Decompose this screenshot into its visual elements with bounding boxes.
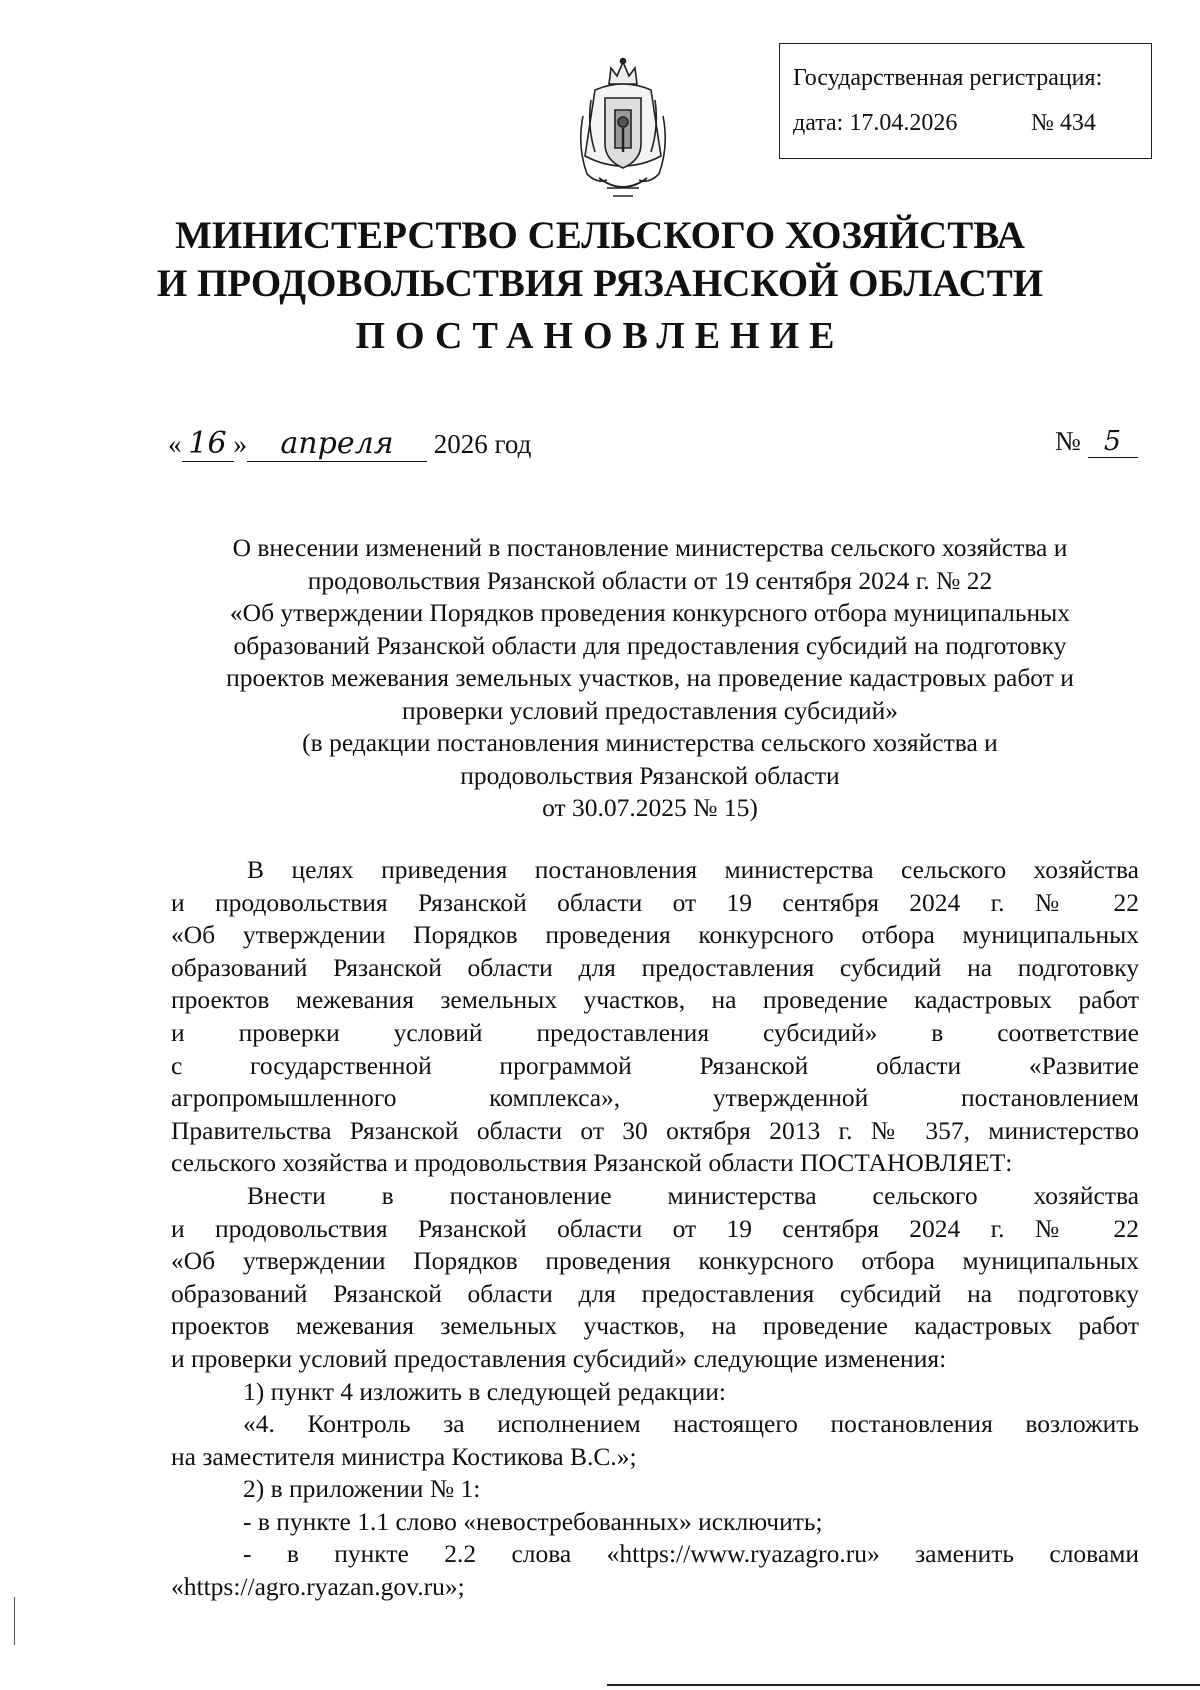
document-number [1055,426,1138,458]
title-line: продовольствия Рязанской области от 19 сентября 2024 г. № 22 [307,565,993,595]
body-line: образований Рязанской области для предоставления субсидий на подготовку [171,1278,1139,1308]
registration-title: Государственная регистрация: [793,65,1103,91]
body-line: и продовольствия Рязанской области от 19 сентября 2024 г. № 22 [171,1213,1139,1243]
date-year: 2026 год [433,429,532,459]
coat-of-arms-icon [577,56,669,202]
body-line: проектов межевания земельных участков, на проведение кадастровых работ [171,985,1139,1015]
ministry-line-1: МИНИСТЕРСТВО СЕЛЬСКОГО ХОЗЯЙСТВА [175,214,1025,257]
title-line: (в редакции постановления министерства сельского хозяйства и [302,728,998,757]
body-line: 2) в приложении № 1: [243,1474,481,1504]
date-close-quote: » [233,429,247,459]
body-line: - в пункте 1.1 слово «невостребованных» исключить; [243,1506,823,1536]
title-line: от 30.07.2025 № 15) [542,793,758,822]
body-line: Внести в постановление министерства сельского хозяйства [247,1180,1139,1210]
title-line: продовольствия Рязанской области [460,760,840,790]
body-line: Правительства Рязанской области от 30 октября 2013 г. № 357, министерство [171,1115,1139,1145]
body-line: «Об утверждении Порядков проведения конкурсного отбора муниципальных [171,1246,1139,1276]
body-line: «4. Контроль за исполнением настоящего постановления возложить [243,1409,1139,1439]
body-line: и проверки условий предоставления субсидий» в соответствие [171,1017,1139,1047]
title-line: проектов межевания земельных участков, на проведение кадастровых работ и [226,663,1074,692]
title-line: О внесении изменений в постановление министерства сельского хозяйства и [232,533,1068,562]
body-line: «https://agro.ryazan.gov.ru»; [171,1572,465,1602]
document-date [168,426,531,462]
body-line: 1) пункт 4 изложить в следующей редакции: [243,1376,726,1406]
date-month: апреля [247,426,427,462]
title-line: проверки условий предоставления субсидий» [401,695,899,725]
body-line: с государственной программой Рязанской области «Развитие [171,1050,1139,1080]
ministry-name [0,212,1200,308]
page-bottom-rule [607,1684,1200,1686]
ministry-line-2: И ПРОДОВОЛЬСТВИЯ РЯЗАНСКОЙ ОБЛАСТИ [156,262,1044,305]
registration-number: № 434 [1031,110,1096,136]
title-line: образований Рязанской области для предоставления субсидий на подготовку [233,630,1067,660]
registration-stamp [779,43,1152,159]
title-line: «Об утверждении Порядков проведения конкурсного отбора муниципальных [229,598,1071,627]
body-line: и проверки условий предоставления субсидий» следующие изменения: [171,1343,947,1373]
number-value: 5 [1088,426,1138,458]
document-type: ПОСТАНОВЛЕНИЕ [355,315,845,357]
body-line: на заместителя министра Костикова В.С.»; [171,1441,637,1471]
body-line: «Об утверждении Порядков проведения конкурсного отбора муниципальных [171,920,1139,950]
scan-edge-mark [14,1597,15,1645]
date-day: 16 [182,426,234,462]
date-open-quote: « [168,429,182,459]
number-sign: № [1055,426,1081,456]
body-line: и продовольствия Рязанской области от 19 сентября 2024 г. № 22 [171,887,1139,917]
document-body [171,854,1139,1604]
body-line: образований Рязанской области для предоставления субсидий на подготовку [171,952,1139,982]
body-line: сельского хозяйства и продовольствия Рязанской области ПОСТАНОВЛЯЕТ: [171,1148,1013,1178]
document-title [170,532,1130,825]
registration-date: дата: 17.04.2026 [793,110,958,136]
body-line: агропромышленного комплекса», утвержденной постановлением [171,1083,1139,1113]
body-line: - в пункте 2.2 слова «https://www.ryazagro.ru» заменить словами [243,1539,1139,1569]
body-line: проектов межевания земельных участков, на проведение кадастровых работ [171,1311,1139,1341]
body-line: В целях приведения постановления министерства сельского хозяйства [247,855,1139,884]
